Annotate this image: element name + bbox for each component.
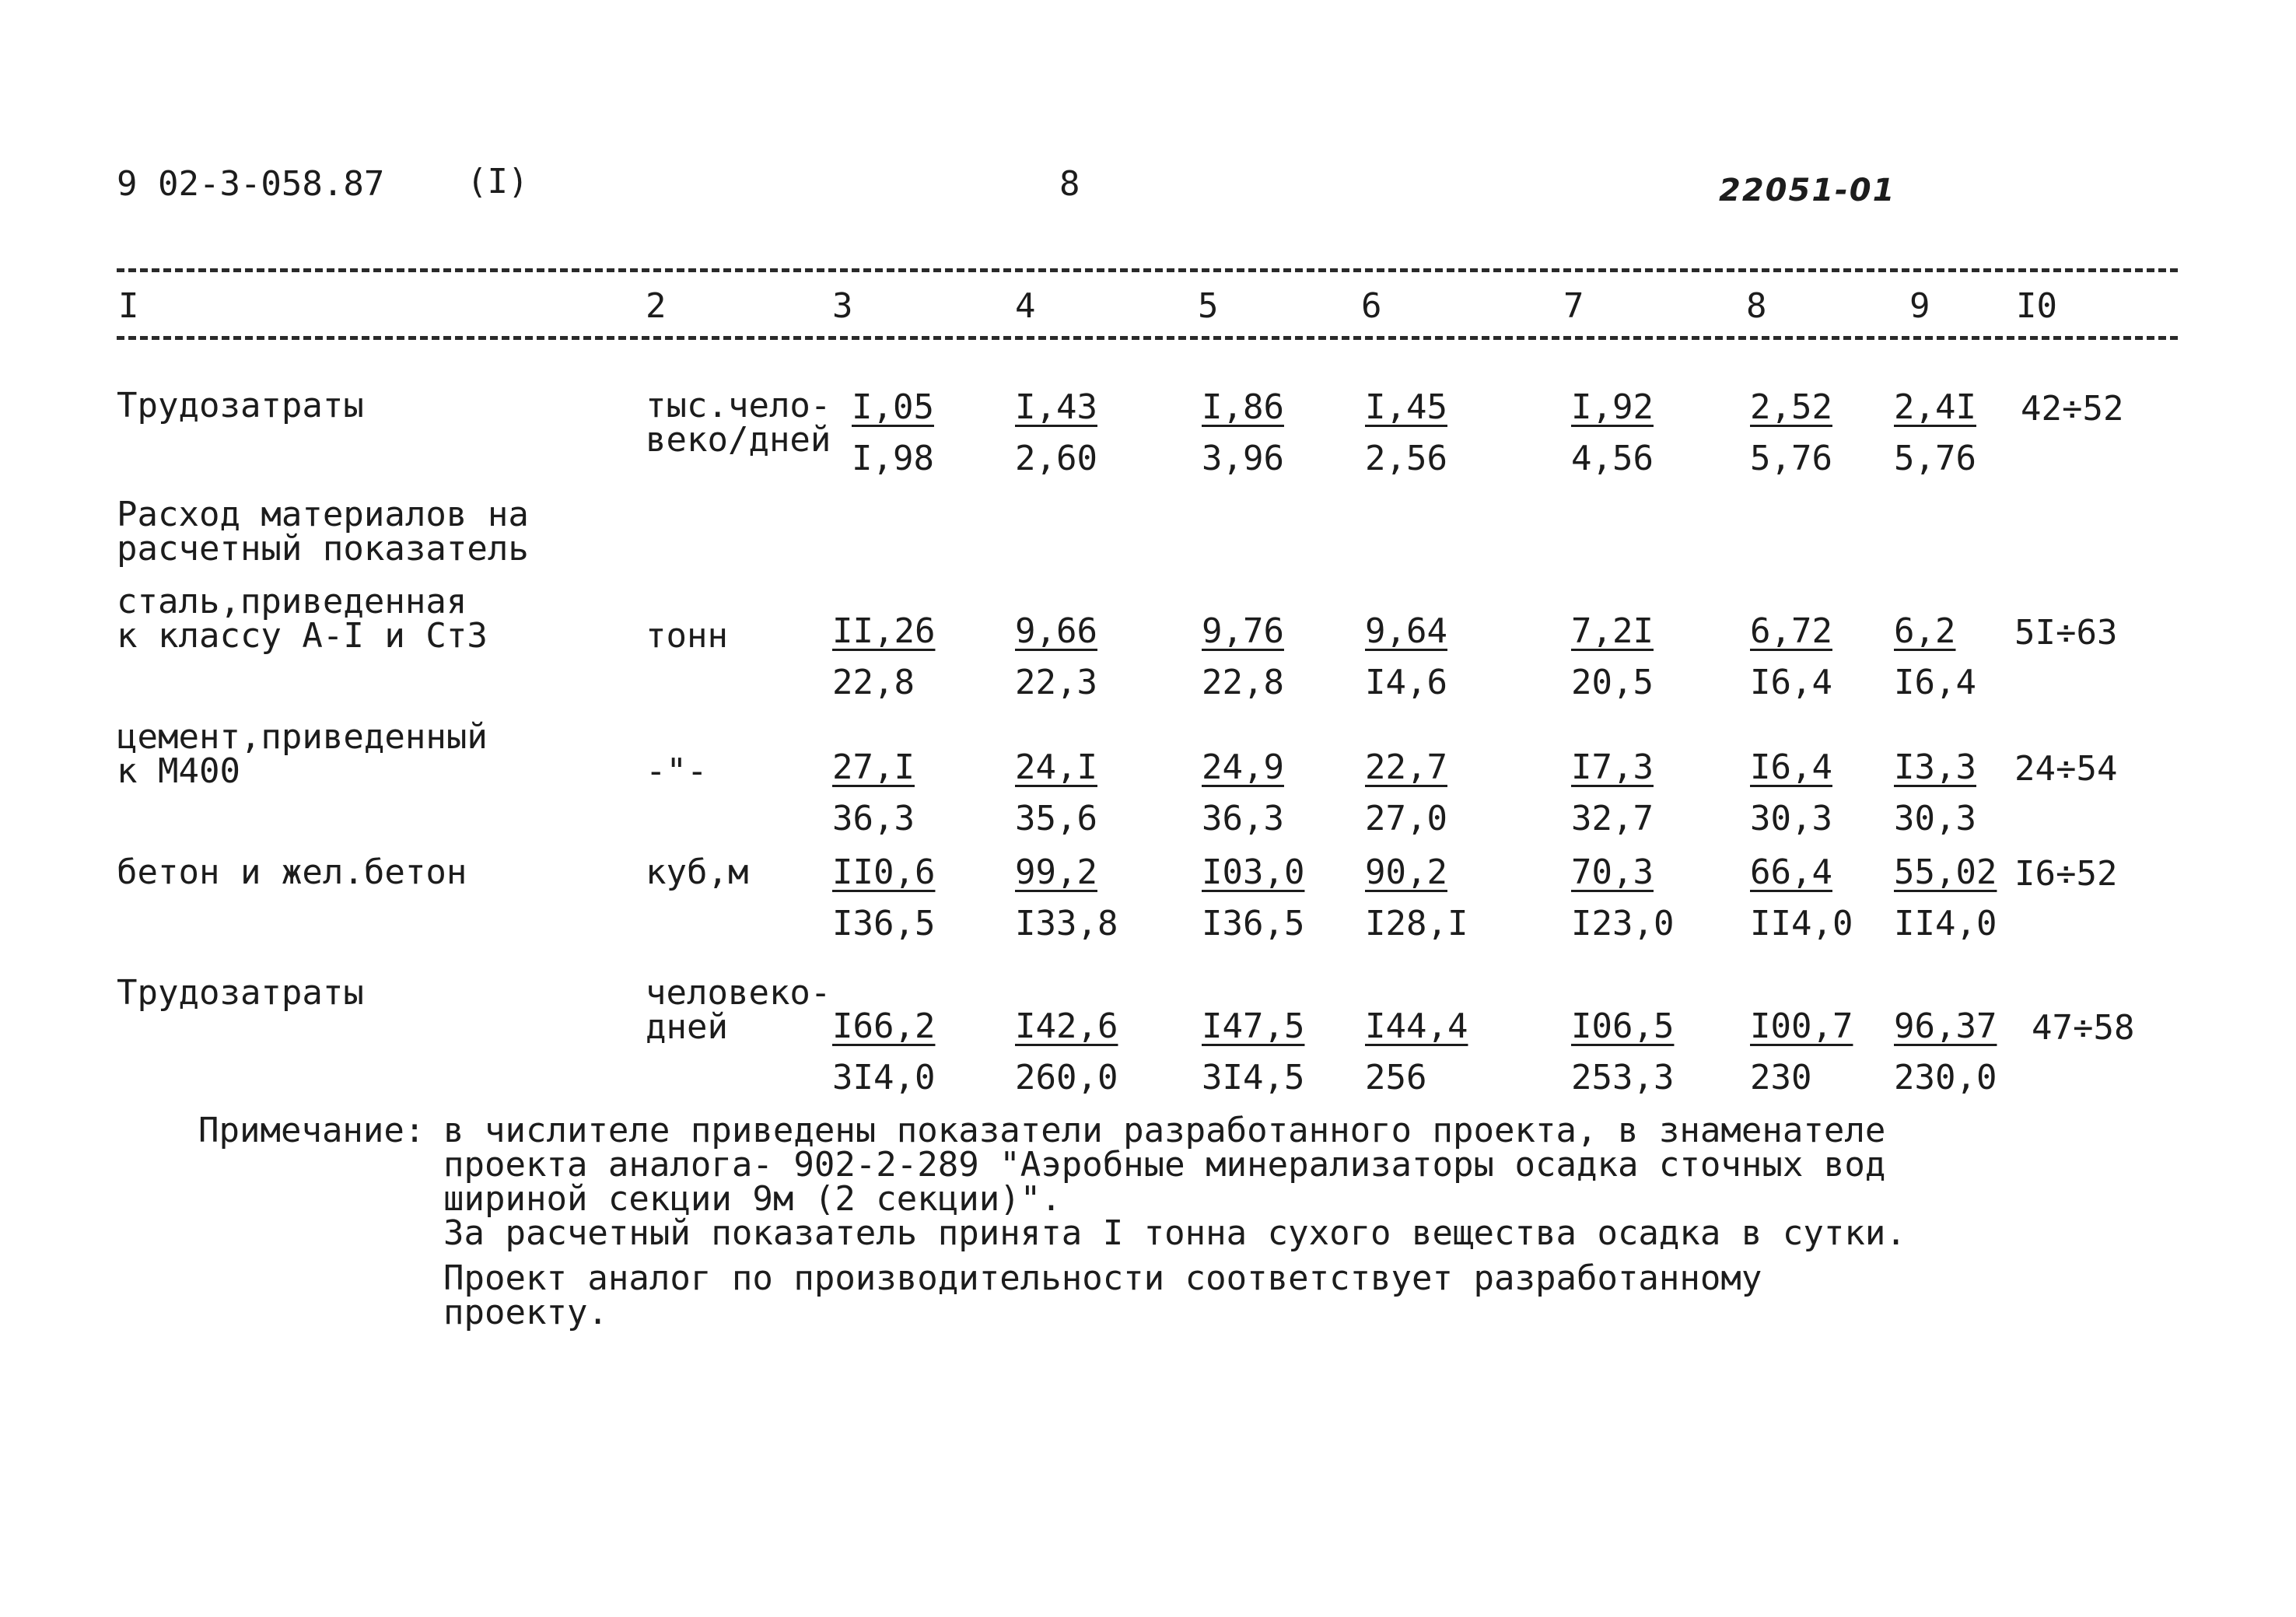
table-cell: 2,4I 5,76: [1894, 387, 1976, 478]
table-cell: I,43 2,60: [1015, 387, 1097, 478]
page-number: 8: [1059, 164, 1080, 204]
column-number: I: [118, 286, 139, 326]
reference-range: 5I÷63: [2014, 613, 2118, 653]
column-number: 9: [1909, 286, 1930, 326]
table-cell: 9,76 22,8: [1202, 611, 1284, 702]
row-label: Трудозатраты: [117, 386, 364, 425]
table-cell: I00,7 230: [1750, 1006, 1853, 1097]
table-cell: 66,4 II4,0: [1750, 852, 1853, 943]
row-unit: -"-: [646, 751, 708, 791]
note-body: в числителе приведены показатели разработанного проекта, в знаменателе проекта аналога- 902-2-289 "Аэробные минерализаторы осадка сточных вод шириной секции 9м (2 секции)". За расчетный показатель принята I тонна сухого вещества осадка в сутки.: [443, 1111, 1906, 1253]
row-label: цемент,приведенный к М400: [117, 717, 488, 791]
table-cell: 7,2I 20,5: [1571, 611, 1654, 702]
row-unit: тыс.чело- веко/дней: [646, 386, 831, 460]
table-cell: 24,I 35,6: [1015, 747, 1097, 838]
table-cell: 2,52 5,76: [1750, 387, 1832, 478]
row-label: сталь,приведенная к классу А-I и Ст3: [117, 582, 488, 656]
top-rule: [117, 268, 2178, 272]
part-number: (I): [467, 162, 529, 201]
column-number: 6: [1361, 286, 1382, 326]
note-prefix: Примечание:: [198, 1111, 425, 1150]
header-bottom-rule: [117, 336, 2178, 340]
row-unit: тонн: [646, 616, 728, 656]
table-cell: 96,37 230,0: [1894, 1006, 1997, 1097]
column-number: 7: [1563, 286, 1584, 326]
table-cell: 24,9 36,3: [1202, 747, 1284, 838]
table-cell: 22,7 27,0: [1365, 747, 1447, 838]
section-heading: Расход материалов на расчетный показатель: [117, 495, 529, 569]
table-cell: 6,72 I6,4: [1750, 611, 1832, 702]
reference-range: 42÷52: [2021, 389, 2124, 429]
table-cell: 90,2 I28,I: [1365, 852, 1468, 943]
archive-stamp: 22051-01: [1719, 173, 1896, 208]
table-cell: I03,0 I36,5: [1202, 852, 1305, 943]
table-cell: 6,2 I6,4: [1894, 611, 1976, 702]
table-cell: 70,3 I23,0: [1571, 852, 1675, 943]
column-number: 8: [1746, 286, 1767, 326]
column-number: 4: [1015, 286, 1036, 326]
table-cell: I44,4 256: [1365, 1006, 1468, 1097]
table-cell: I,86 3,96: [1202, 387, 1284, 478]
reference-range: 47÷58: [2032, 1008, 2135, 1048]
table-cell: II0,6 I36,5: [832, 852, 936, 943]
table-cell: I47,5 3I4,5: [1202, 1006, 1305, 1097]
row-unit: человеко- дней: [646, 973, 831, 1047]
table-cell: I7,3 32,7: [1571, 747, 1654, 838]
row-unit: куб,м: [646, 852, 749, 892]
table-cell: 55,02 II4,0: [1894, 852, 1997, 943]
column-number: I0: [2016, 286, 2057, 326]
reference-range: 24÷54: [2014, 749, 2118, 789]
table-cell: 99,2 I33,8: [1015, 852, 1118, 943]
table-cell: I,05 I,98: [852, 387, 934, 478]
reference-range: I6÷52: [2014, 854, 2118, 894]
table-cell: I,92 4,56: [1571, 387, 1654, 478]
column-number: 2: [646, 286, 667, 326]
table-cell: 9,66 22,3: [1015, 611, 1097, 702]
table-cell: I06,5 253,3: [1571, 1006, 1675, 1097]
table-cell: 27,I 36,3: [832, 747, 915, 838]
row-label: бетон и жел.бетон: [117, 852, 467, 892]
column-number: 3: [832, 286, 853, 326]
table-cell: I6,4 30,3: [1750, 747, 1832, 838]
table-cell: II,26 22,8: [832, 611, 936, 702]
table-cell: I,45 2,56: [1365, 387, 1447, 478]
note-extra: Проект аналог по производительности соответствует разработанному проекту.: [443, 1258, 1762, 1332]
row-label: Трудозатраты: [117, 973, 364, 1013]
table-cell: I3,3 30,3: [1894, 747, 1976, 838]
column-number: 5: [1198, 286, 1219, 326]
table-cell: I42,6 260,0: [1015, 1006, 1118, 1097]
doc-code: 9 02-3-058.87: [117, 164, 385, 204]
table-cell: 9,64 I4,6: [1365, 611, 1447, 702]
table-cell: I66,2 3I4,0: [832, 1006, 936, 1097]
